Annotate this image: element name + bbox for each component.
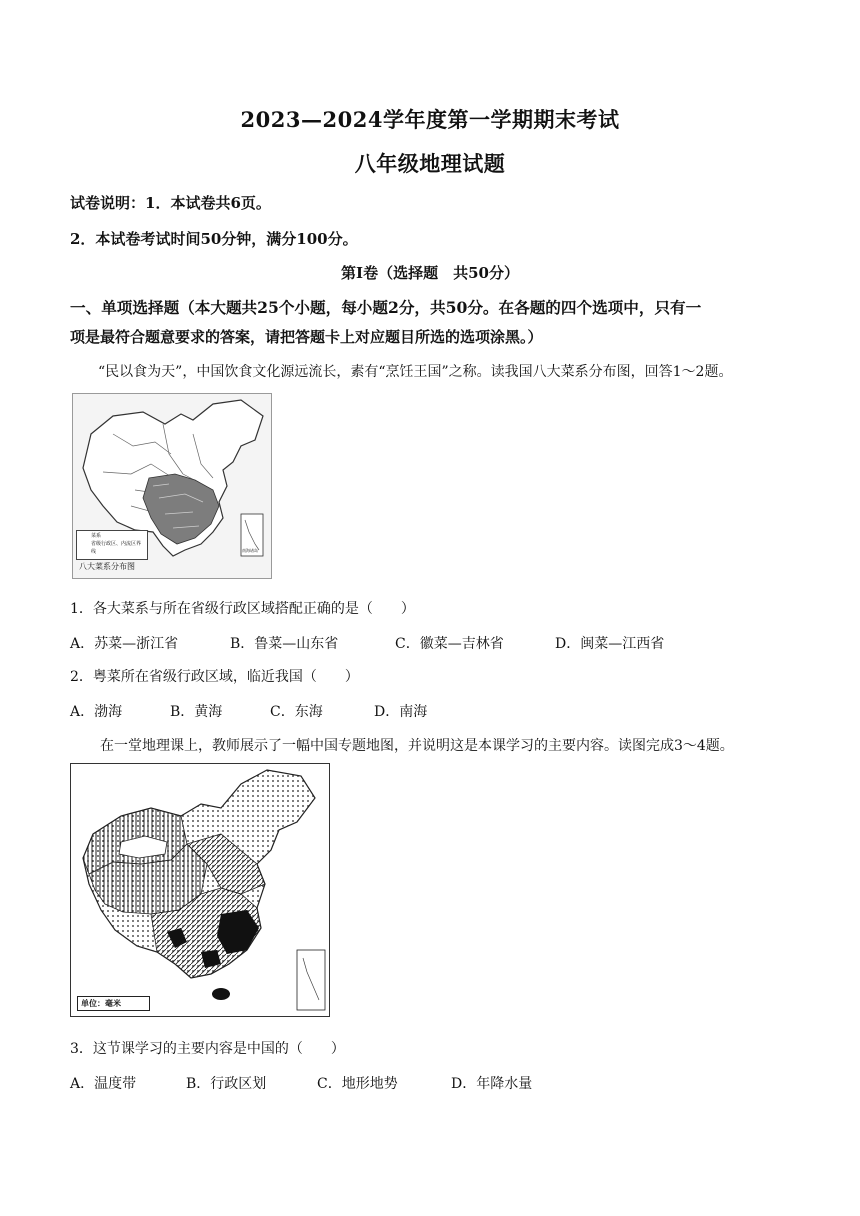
q3-option-c[interactable]: C．地形地势	[317, 1076, 398, 1092]
inset-label: 南海诸岛	[242, 548, 258, 553]
q2-option-b[interactable]: B．黄海	[170, 704, 223, 720]
map-caption: 八大菜系分布图	[79, 562, 135, 571]
q1-options	[70, 633, 664, 653]
group1-intro: “民以食为天”，中国饮食文化源远流长，素有“烹饪王国”之称。读我国八大菜系分布图，回答1～2题。	[98, 364, 733, 380]
instruction-line-1: 试卷说明：1．本试卷共6页。	[70, 194, 271, 212]
map-unit-label: 单位：毫米	[77, 996, 150, 1011]
precipitation-map	[70, 763, 330, 1017]
part-heading-line-2: 项是最符合题意要求的答案，请把答题卡上对应题目所选的选项涂黑。）	[70, 328, 543, 346]
q3-option-d[interactable]: D．年降水量	[451, 1076, 533, 1092]
q1-option-a[interactable]: A．苏菜—浙江省	[70, 636, 179, 652]
q2-option-d[interactable]: D．南海	[374, 704, 428, 720]
exam-title: 2023—2024学年度第一学期期末考试	[240, 107, 620, 132]
q1-option-d[interactable]: D．闽菜—江西省	[555, 636, 665, 652]
exam-subtitle: 八年级地理试题	[354, 151, 506, 176]
q3-options	[70, 1073, 532, 1093]
q2-options	[70, 701, 427, 721]
q2-stem: 2．粤菜所在省级行政区域，临近我国（ ）	[70, 669, 359, 685]
q1-option-c[interactable]: C．徽菜—吉林省	[395, 636, 504, 652]
group2-intro: 在一堂地理课上，教师展示了一幅中国专题地图，并说明这是本课学习的主要内容。读图完成3～4题。	[100, 738, 734, 754]
q3-option-a[interactable]: A．温度带	[70, 1076, 137, 1092]
q2-option-a[interactable]: A．渤海	[70, 704, 123, 720]
instruction-line-2: 2．本试卷考试时间50分钟，满分100分。	[70, 230, 358, 248]
q3-option-b[interactable]: B．行政区划	[186, 1076, 267, 1092]
map-legend	[76, 530, 148, 560]
cuisine-map	[72, 393, 272, 579]
precipitation-map-graphic	[71, 764, 329, 1016]
legend-item-boundary: 省级行政区、内流区界线	[91, 541, 142, 555]
q1-stem: 1．各大菜系与所在省级行政区域搭配正确的是（ ）	[70, 601, 415, 617]
legend-item-cuisine: 菜系	[91, 533, 102, 539]
q1-option-b[interactable]: B．鲁菜—山东省	[230, 636, 339, 652]
volume-title: 第Ⅰ卷（选择题 共50分）	[341, 264, 519, 282]
part-heading-line-1: 一、单项选择题（本大题共25个小题，每小题2分，共50分。在各题的四个选项中，只有一	[70, 298, 702, 317]
q3-stem: 3．这节课学习的主要内容是中国的（ ）	[70, 1041, 345, 1057]
q2-option-c[interactable]: C．东海	[270, 704, 323, 720]
